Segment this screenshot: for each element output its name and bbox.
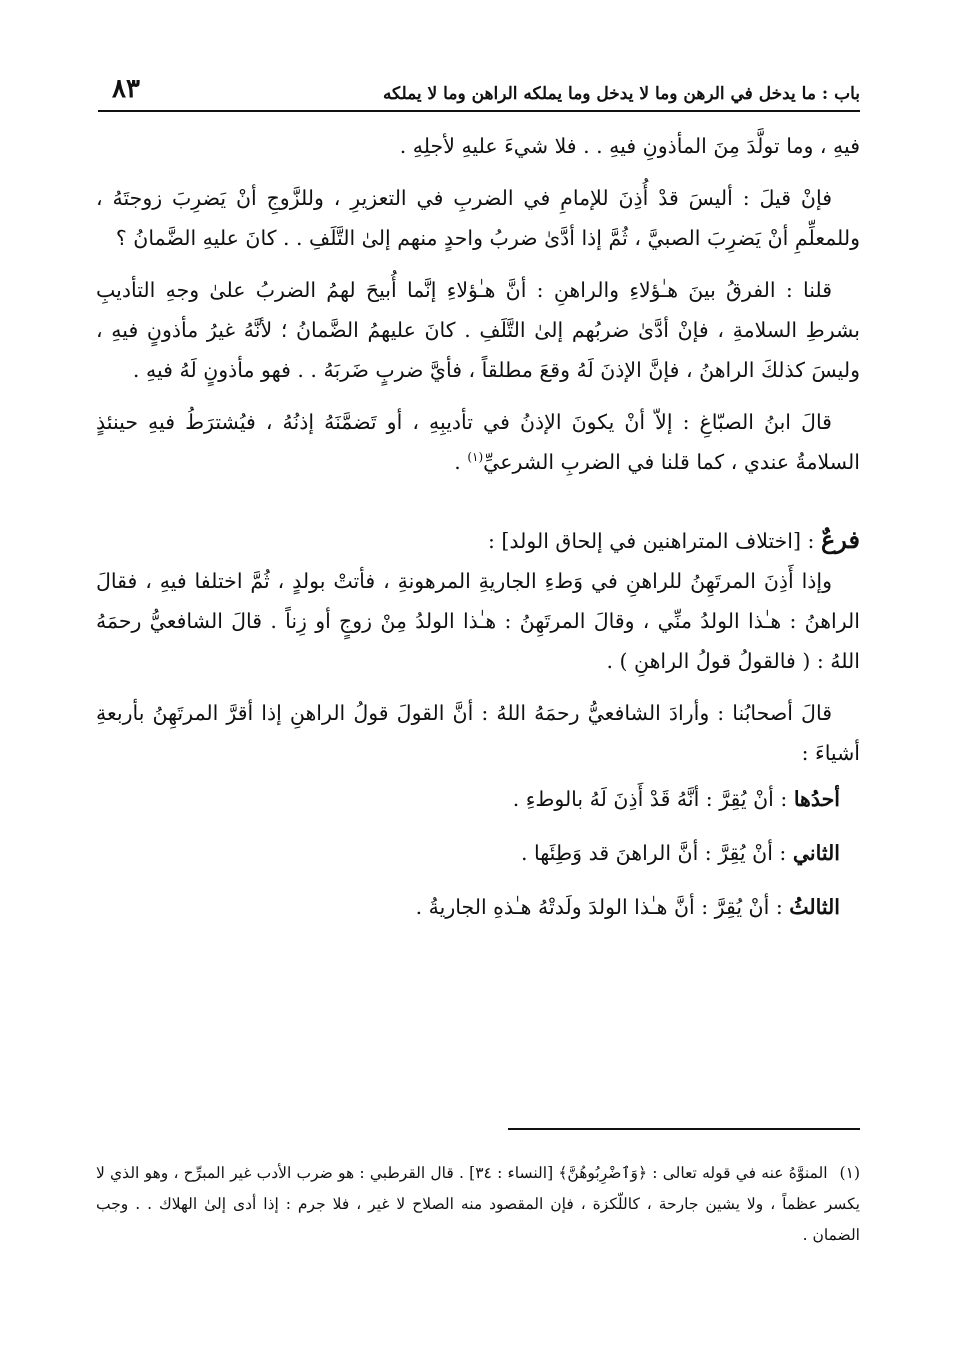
list-item-text: : أنْ يُقِرَّ : أنَّهُ قَدْ أَذِنَ لَهُ بالوطءِ . xyxy=(512,787,794,811)
list-item-text: : أنْ يُقِرَّ : أنَّ هـٰذا الولدَ ولَدتْهُ هـٰذهِ الجاريةُ . xyxy=(415,895,790,919)
running-title: باب : ما يدخل في الرهن وما لا يدخل وما يملكه الراهن وما لا يملكه xyxy=(382,84,860,104)
paragraph-objection: فإنْ قيلَ : أليسَ قدْ أُذِنَ للإمامِ في الضربِ في التعزيرِ ، وللزَّوجِ أنْ يَضرِبَ زوجتَهُ ، وللمعلِّمِ أنْ يَضرِبَ الصبيَّ ، ثُمَّ إذا أدَّىٰ ضربُ واحدٍ منهم إلىٰ التَّلَفِ . . كانَ عليهِ الضَّمانُ ؟ xyxy=(96,186,860,250)
closing-dot: . xyxy=(454,450,468,474)
list-item-lead: الثالثُ xyxy=(789,895,840,919)
list-item-text: : أنْ يُقِرَّ : أنَّ الراهنَ قد وَطِئَها . xyxy=(520,841,793,865)
paragraph-continuation: فيهِ ، وما تولَّدَ مِنَ المأذونِ فيهِ . . فلا شيءَ عليهِ لأجلِهِ . xyxy=(399,134,860,158)
list-item xyxy=(96,779,860,819)
paragraph-reply: قلنا : الفرقُ بينَ هـٰؤلاءِ والراهنِ : أنَّ هـٰؤلاءِ إنَّما أُبيحَ لهمُ الضربُ علىٰ وجهِ التأديبِ بشرطِ السلامةِ ، فإنْ أدَّىٰ ضربُهم إلىٰ التَّلَفِ . كانَ عليهمُ الضَّمانُ ؛ لأنَّهُ غيرُ مأذونٍ فيهِ ، وليسَ كذلكَ الراهنُ ، فإنَّ الإذنَ لَهُ وقعَ مطلقاً ، فأيَّ ضربٍ ضَربَهُ . . فهو مأذونٍ لَهُ فيهِ . xyxy=(96,278,860,382)
footnote-text: المنوَّهُ عنه في قوله تعالى : ﴿وَٱضْرِبُوهُنَّ﴾ [النساء : ٣٤] . قال القرطبي : هو ضرب الأدب غير المبرِّح ، وهو الذي لا يكسر عظماً ، ولا يشين جارحة ، كاللّكزة ، فإن المقصود منه الصلاح لا غير ، فلا جرم : إذا أدى إلىٰ الهلاك . . وجب الضمان . xyxy=(96,1164,860,1244)
paragraph-dispute: وإذا أَذِنَ المرتَهِنُ للراهنِ في وَطءِ الجاريةِ المرهونةِ ، فأتتْ بولدٍ ، ثُمَّ اختلفا فيهِ ، فقالَ الراهنُ : هـٰذا الولدُ منِّي ، وقالَ المرتَهِنُ : هـٰذا الولدُ مِنْ زوجٍ أو زِناً . قالَ الشافعيُّ رحمَهُ اللهُ : ( فالقولُ قولُ الراهنِ ) . xyxy=(96,569,860,673)
footnote-marker: (١) xyxy=(839,1164,860,1182)
page-header xyxy=(98,70,860,112)
footnote xyxy=(96,1158,860,1251)
paragraph-ibn-sabbagh-text: قالَ ابنُ الصبّاغِ : إلاّ أنْ يكونَ الإذنُ في تأديبِهِ ، أو تَضمَّنَهُ إذنُهُ ، فيُشترَطُ فيهِ حينئذٍ السلامةُ عندي ، كما قلنا في الضربِ الشرعيِّ xyxy=(96,410,860,474)
list-item xyxy=(96,833,860,873)
section-heading-title: : [اختلاف المتراهنين في إلحاق الولد] : xyxy=(487,529,821,553)
paragraph-ibn-sabbagh xyxy=(96,402,860,482)
page-number: ٨٣ xyxy=(112,74,140,104)
list-item xyxy=(96,887,860,927)
main-text xyxy=(96,126,860,927)
paragraph-companions: قالَ أصحابُنا : وأرادَ الشافعيُّ رحمَهُ اللهُ : أنَّ القولَ قولُ الراهنِ إذا أقرَّ المرتَهِنُ بأربعةِ أشياءَ : xyxy=(96,701,860,765)
section-heading xyxy=(96,520,860,561)
list-item-lead: الثاني xyxy=(792,841,840,865)
footnote-divider xyxy=(508,1128,860,1130)
list-item-lead: أحدُها xyxy=(793,787,840,811)
section-heading-label: فرعٌ xyxy=(820,525,860,554)
footnote-reference[interactable]: (١) xyxy=(467,450,484,465)
